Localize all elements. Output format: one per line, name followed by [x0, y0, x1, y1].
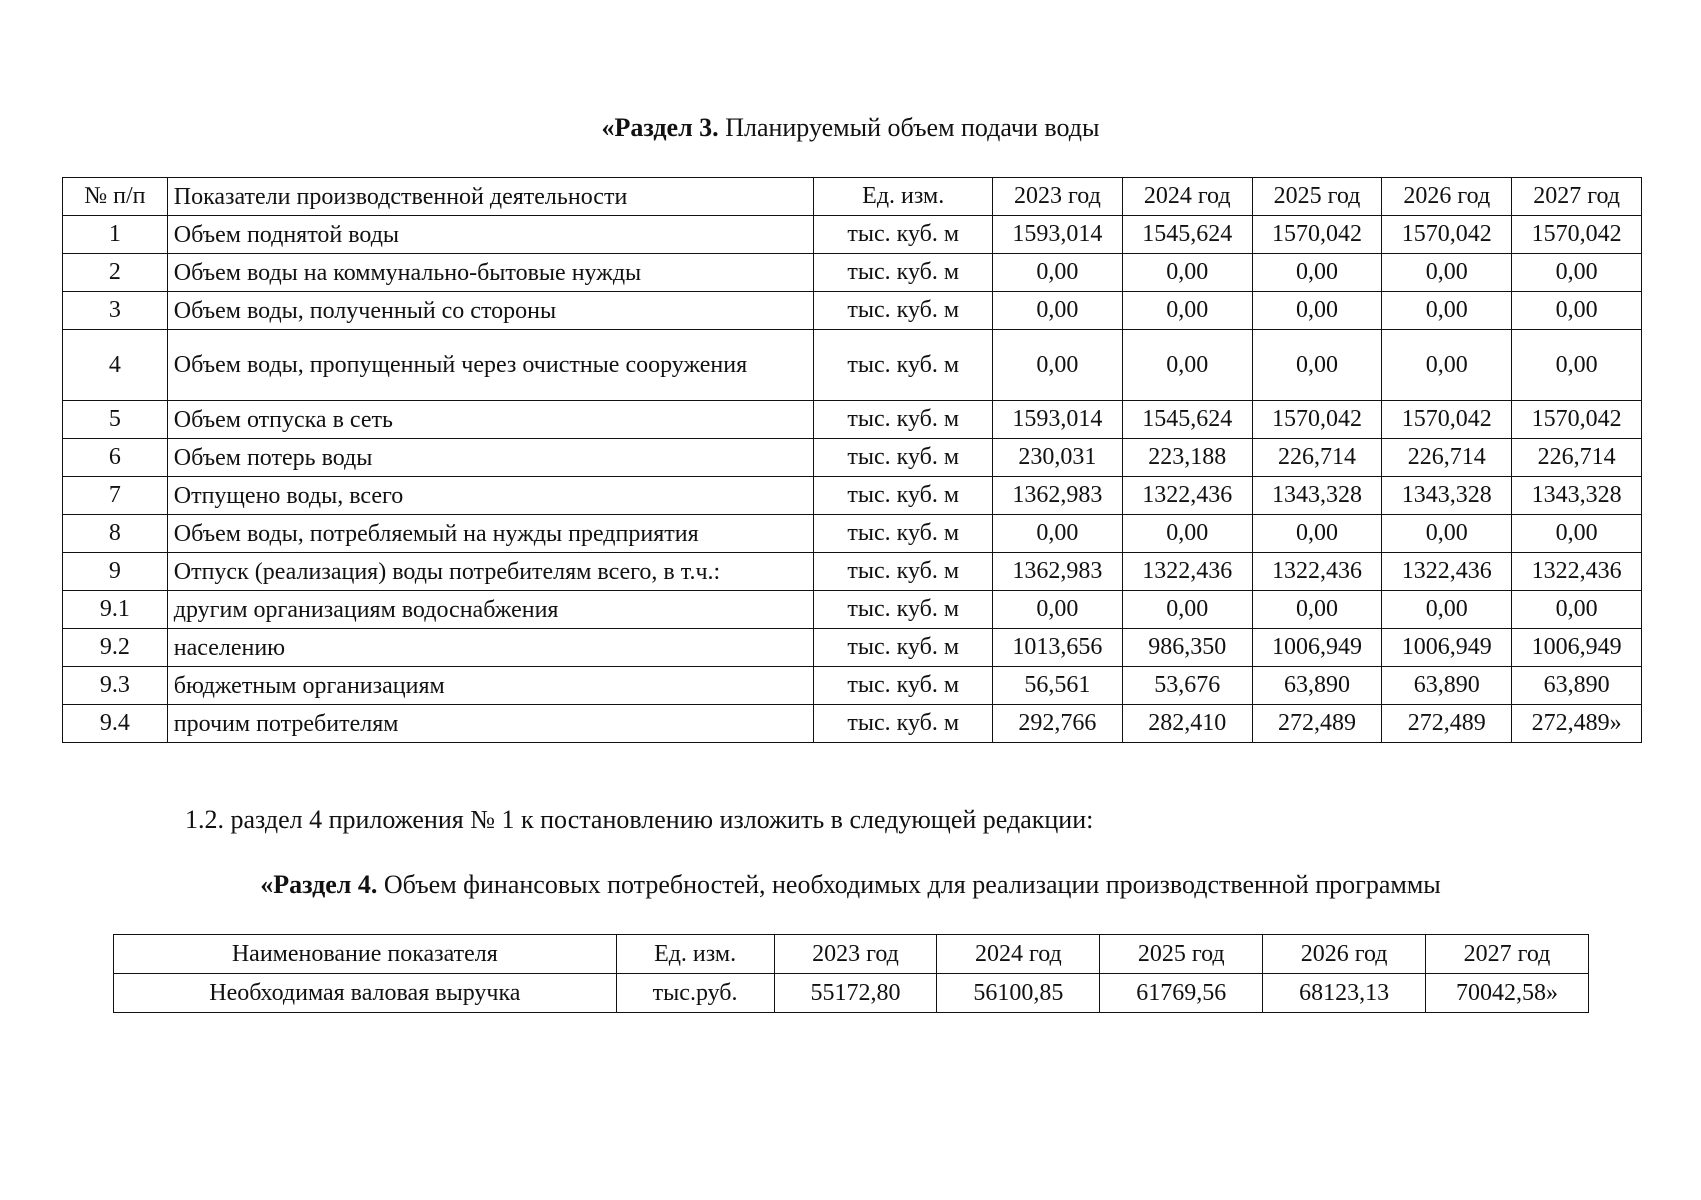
row-value-2024: 0,00 [1122, 515, 1252, 553]
row-number: 7 [63, 477, 168, 515]
row-value-2024: 0,00 [1122, 292, 1252, 330]
row-value-2023: 0,00 [993, 515, 1123, 553]
row-indicator: Объем потерь воды [167, 439, 814, 477]
row-value-2025: 226,714 [1252, 439, 1382, 477]
row-value-2026: 272,489 [1382, 705, 1512, 743]
row-value-2027: 1006,949 [1512, 629, 1642, 667]
table-row [63, 553, 1642, 591]
row-unit: тыс. куб. м [814, 401, 993, 439]
row-value-2025: 0,00 [1252, 591, 1382, 629]
section3-heading-bold: «Раздел 3. [601, 113, 719, 142]
row-value-2025: 0,00 [1252, 292, 1382, 330]
header-unit: Ед. изм. [814, 178, 993, 216]
row-number: 4 [63, 330, 168, 401]
table-row [63, 439, 1642, 477]
row-value-2023: 0,00 [993, 591, 1123, 629]
header-unit: Ед. изм. [616, 935, 774, 974]
row-value-2023: 1593,014 [993, 216, 1123, 254]
row-number: 2 [63, 254, 168, 292]
table-row [63, 292, 1642, 330]
row-value-2026: 1322,436 [1382, 553, 1512, 591]
row-unit: тыс. куб. м [814, 254, 993, 292]
section4-heading-text: Объем финансовых потребностей, необходимых для реализации производственной программы [377, 870, 1441, 899]
row-value-2026: 0,00 [1382, 515, 1512, 553]
row-value-2027: 0,00 [1512, 515, 1642, 553]
row-number: 9 [63, 553, 168, 591]
row-number: 9.4 [63, 705, 168, 743]
header-year-2027: 2027 год [1512, 178, 1642, 216]
row-value-2023: 1593,014 [993, 401, 1123, 439]
row-value-2026: 1570,042 [1382, 401, 1512, 439]
header-num: № п/п [63, 178, 168, 216]
table-row [63, 515, 1642, 553]
table-header-row [114, 935, 1589, 974]
table-row [63, 254, 1642, 292]
row-value-2027: 1322,436 [1512, 553, 1642, 591]
table-row [114, 974, 1589, 1013]
amendment-paragraph: 1.2. раздел 4 приложения № 1 к постановлению изложить в следующей редакции: [185, 805, 1094, 834]
row-indicator: Отпуск (реализация) воды потребителям всего, в т.ч.: [167, 553, 814, 591]
section4-heading-bold: «Раздел 4. [260, 870, 378, 899]
row-value-2026: 0,00 [1382, 330, 1512, 401]
row-value-2027: 70042,58» [1426, 974, 1589, 1013]
row-number: 9.2 [63, 629, 168, 667]
row-value-2027: 63,890 [1512, 667, 1642, 705]
row-unit: тыс. куб. м [814, 591, 993, 629]
row-value-2025: 0,00 [1252, 254, 1382, 292]
row-value-2023: 0,00 [993, 330, 1123, 401]
row-value-2027: 0,00 [1512, 292, 1642, 330]
row-indicator: Объем поднятой воды [167, 216, 814, 254]
row-value-2024: 56100,85 [937, 974, 1100, 1013]
row-value-2024: 0,00 [1122, 330, 1252, 401]
row-number: 9.3 [63, 667, 168, 705]
section3-heading-text: Планируемый объем подачи воды [718, 113, 1100, 142]
header-year-2023: 2023 год [774, 935, 937, 974]
header-year-2027: 2027 год [1426, 935, 1589, 974]
row-unit: тыс.руб. [616, 974, 774, 1013]
row-unit: тыс. куб. м [814, 553, 993, 591]
header-year-2024: 2024 год [937, 935, 1100, 974]
row-value-2024: 0,00 [1122, 591, 1252, 629]
row-unit: тыс. куб. м [814, 629, 993, 667]
row-value-2025: 1006,949 [1252, 629, 1382, 667]
row-value-2025: 61769,56 [1100, 974, 1263, 1013]
row-value-2023: 1362,983 [993, 477, 1123, 515]
row-unit: тыс. куб. м [814, 705, 993, 743]
row-value-2025: 0,00 [1252, 330, 1382, 401]
header-year-2025: 2025 год [1252, 178, 1382, 216]
row-value-2025: 1570,042 [1252, 216, 1382, 254]
table-row [63, 330, 1642, 401]
header-indicator: Показатели производственной деятельности [167, 178, 814, 216]
row-value-2025: 1343,328 [1252, 477, 1382, 515]
header-year-2024: 2024 год [1122, 178, 1252, 216]
header-year-2023: 2023 год [993, 178, 1123, 216]
row-unit: тыс. куб. м [814, 216, 993, 254]
row-value-2026: 0,00 [1382, 254, 1512, 292]
table-row [63, 629, 1642, 667]
table-row [63, 705, 1642, 743]
row-value-2026: 1570,042 [1382, 216, 1512, 254]
row-value-2023: 0,00 [993, 292, 1123, 330]
table-row [63, 667, 1642, 705]
header-year-2026: 2026 год [1382, 178, 1512, 216]
row-value-2023: 292,766 [993, 705, 1123, 743]
row-value-2024: 1545,624 [1122, 401, 1252, 439]
row-value-2027: 0,00 [1512, 254, 1642, 292]
row-value-2027: 0,00 [1512, 330, 1642, 401]
row-value-2025: 272,489 [1252, 705, 1382, 743]
row-value-2024: 1545,624 [1122, 216, 1252, 254]
section3-table [62, 177, 1642, 743]
row-value-2026: 0,00 [1382, 292, 1512, 330]
row-value-2027: 1343,328 [1512, 477, 1642, 515]
row-value-2025: 63,890 [1252, 667, 1382, 705]
row-value-2027: 1570,042 [1512, 401, 1642, 439]
row-value-2024: 986,350 [1122, 629, 1252, 667]
row-value-2023: 55172,80 [774, 974, 937, 1013]
row-number: 8 [63, 515, 168, 553]
row-value-2024: 1322,436 [1122, 477, 1252, 515]
table-row [63, 477, 1642, 515]
section4-table [113, 934, 1589, 1013]
row-number: 9.1 [63, 591, 168, 629]
table-header-row [63, 178, 1642, 216]
row-value-2023: 1362,983 [993, 553, 1123, 591]
row-unit: тыс. куб. м [814, 667, 993, 705]
row-indicator: Объем отпуска в сеть [167, 401, 814, 439]
row-indicator: другим организациям водоснабжения [167, 591, 814, 629]
row-value-2026: 1006,949 [1382, 629, 1512, 667]
row-indicator: Отпущено воды, всего [167, 477, 814, 515]
row-value-2023: 230,031 [993, 439, 1123, 477]
row-value-2024: 53,676 [1122, 667, 1252, 705]
row-number: 5 [63, 401, 168, 439]
row-name: Необходимая валовая выручка [114, 974, 617, 1013]
row-value-2023: 56,561 [993, 667, 1123, 705]
row-indicator: Объем воды, полученный со стороны [167, 292, 814, 330]
row-value-2025: 1570,042 [1252, 401, 1382, 439]
row-value-2024: 282,410 [1122, 705, 1252, 743]
row-value-2025: 0,00 [1252, 515, 1382, 553]
header-year-2026: 2026 год [1263, 935, 1426, 974]
row-value-2026: 63,890 [1382, 667, 1512, 705]
row-value-2023: 0,00 [993, 254, 1123, 292]
row-value-2026: 226,714 [1382, 439, 1512, 477]
row-unit: тыс. куб. м [814, 477, 993, 515]
table-row [63, 591, 1642, 629]
row-value-2024: 0,00 [1122, 254, 1252, 292]
row-indicator: бюджетным организациям [167, 667, 814, 705]
row-number: 6 [63, 439, 168, 477]
row-value-2027: 226,714 [1512, 439, 1642, 477]
row-indicator: Объем воды, пропущенный через очистные сооружения [167, 330, 814, 401]
row-value-2027: 272,489» [1512, 705, 1642, 743]
section3-heading [0, 113, 1701, 143]
row-value-2026: 68123,13 [1263, 974, 1426, 1013]
header-year-2025: 2025 год [1100, 935, 1263, 974]
row-value-2024: 223,188 [1122, 439, 1252, 477]
table-row [63, 216, 1642, 254]
row-indicator: прочим потребителям [167, 705, 814, 743]
row-number: 3 [63, 292, 168, 330]
row-indicator: Объем воды на коммунально-бытовые нужды [167, 254, 814, 292]
row-unit: тыс. куб. м [814, 330, 993, 401]
row-value-2026: 1343,328 [1382, 477, 1512, 515]
row-value-2024: 1322,436 [1122, 553, 1252, 591]
row-value-2025: 1322,436 [1252, 553, 1382, 591]
row-value-2026: 0,00 [1382, 591, 1512, 629]
row-indicator: населению [167, 629, 814, 667]
row-number: 1 [63, 216, 168, 254]
row-value-2023: 1013,656 [993, 629, 1123, 667]
row-indicator: Объем воды, потребляемый на нужды предприятия [167, 515, 814, 553]
row-value-2027: 1570,042 [1512, 216, 1642, 254]
row-value-2027: 0,00 [1512, 591, 1642, 629]
header-indicator-name: Наименование показателя [114, 935, 617, 974]
row-unit: тыс. куб. м [814, 292, 993, 330]
section4-heading [0, 870, 1701, 900]
table-row [63, 401, 1642, 439]
row-unit: тыс. куб. м [814, 515, 993, 553]
row-unit: тыс. куб. м [814, 439, 993, 477]
